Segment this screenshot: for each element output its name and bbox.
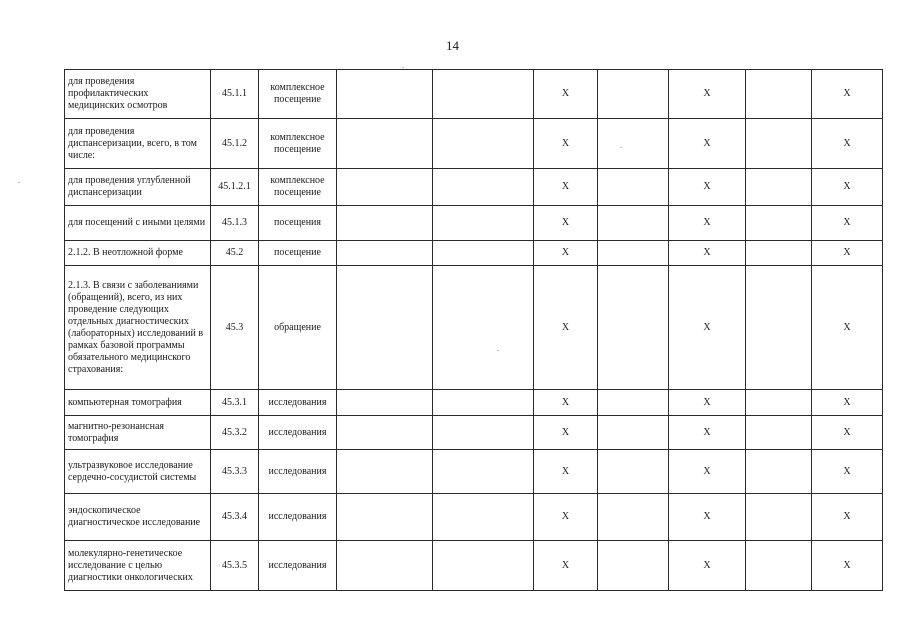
value-cell: X xyxy=(812,119,883,169)
value-cell xyxy=(433,206,534,241)
row-code-cell: 45.1.2.1 xyxy=(211,169,259,206)
row-name-cell: 2.1.2. В неотложной форме xyxy=(65,241,211,266)
value-cell xyxy=(433,169,534,206)
row-unit-cell: исследования xyxy=(259,390,337,416)
value-cell: X xyxy=(534,541,598,591)
value-cell xyxy=(337,541,433,591)
value-cell: X xyxy=(812,241,883,266)
row-unit-cell: посещение xyxy=(259,241,337,266)
value-cell: X xyxy=(812,494,883,541)
value-cell: X xyxy=(669,70,746,119)
scan-speck xyxy=(620,147,622,148)
row-code-cell: 45.3 xyxy=(211,266,259,390)
value-cell xyxy=(598,390,669,416)
value-cell: X xyxy=(534,241,598,266)
row-code-cell: 45.1.2 xyxy=(211,119,259,169)
row-name-cell: компьютерная томография xyxy=(65,390,211,416)
value-cell: X xyxy=(669,206,746,241)
value-cell xyxy=(337,416,433,450)
table-row xyxy=(65,450,883,494)
row-unit-cell: посещения xyxy=(259,206,337,241)
row-code-cell: 45.3.3 xyxy=(211,450,259,494)
table-row xyxy=(65,541,883,591)
value-cell: X xyxy=(534,494,598,541)
table-row xyxy=(65,206,883,241)
row-code-cell: 45.1.1 xyxy=(211,70,259,119)
value-cell: X xyxy=(534,390,598,416)
value-cell: X xyxy=(669,541,746,591)
row-unit-cell: комплексное посещение xyxy=(259,70,337,119)
row-name-cell: для проведения диспансеризации, всего, в том числе: xyxy=(65,119,211,169)
table-row xyxy=(65,494,883,541)
value-cell: X xyxy=(669,416,746,450)
value-cell xyxy=(337,119,433,169)
value-cell xyxy=(433,416,534,450)
table-row xyxy=(65,241,883,266)
table-row xyxy=(65,266,883,390)
value-cell xyxy=(337,390,433,416)
value-cell xyxy=(433,450,534,494)
value-cell xyxy=(746,119,812,169)
value-cell: X xyxy=(669,450,746,494)
value-cell xyxy=(598,416,669,450)
value-cell xyxy=(746,390,812,416)
value-cell: X xyxy=(534,206,598,241)
row-unit-cell: исследования xyxy=(259,450,337,494)
page-number: 14 xyxy=(446,38,459,53)
table-row xyxy=(65,119,883,169)
value-cell: X xyxy=(534,416,598,450)
value-cell xyxy=(598,494,669,541)
row-name-cell: молекулярно-генетическое исследование с целью диагностики онкологических xyxy=(65,541,211,591)
value-cell xyxy=(433,541,534,591)
value-cell: X xyxy=(669,266,746,390)
row-name-cell: эндоскопическое диагностическое исследование xyxy=(65,494,211,541)
value-cell: X xyxy=(812,450,883,494)
value-cell: X xyxy=(812,169,883,206)
value-cell xyxy=(746,416,812,450)
value-cell: X xyxy=(534,119,598,169)
value-cell xyxy=(598,119,669,169)
row-code-cell: 45.3.2 xyxy=(211,416,259,450)
value-cell xyxy=(746,169,812,206)
value-cell xyxy=(598,450,669,494)
value-cell: X xyxy=(669,390,746,416)
row-name-cell: 2.1.3. В связи с заболеваниями (обращений), всего, из них проведение следующих отдельных диагностических (лабораторных) исследований в рамках базовой программы обязательного медицинского страхования: xyxy=(65,266,211,390)
row-unit-cell: комплексное посещение xyxy=(259,169,337,206)
value-cell: X xyxy=(669,241,746,266)
value-cell xyxy=(598,541,669,591)
row-unit-cell: исследования xyxy=(259,541,337,591)
value-cell xyxy=(337,241,433,266)
value-cell xyxy=(433,70,534,119)
value-cell xyxy=(598,266,669,390)
row-code-cell: 45.3.1 xyxy=(211,390,259,416)
row-code-cell: 45.1.3 xyxy=(211,206,259,241)
value-cell: X xyxy=(812,70,883,119)
value-cell xyxy=(598,169,669,206)
value-cell xyxy=(337,206,433,241)
row-unit-cell: комплексное посещение xyxy=(259,119,337,169)
scan-speck xyxy=(497,350,499,351)
row-name-cell: для проведения углубленной диспансеризации xyxy=(65,169,211,206)
value-cell: X xyxy=(669,169,746,206)
table-row xyxy=(65,390,883,416)
value-cell xyxy=(746,241,812,266)
value-cell: X xyxy=(534,450,598,494)
value-cell xyxy=(337,70,433,119)
value-cell xyxy=(337,169,433,206)
data-table xyxy=(64,69,883,591)
value-cell xyxy=(746,266,812,390)
value-cell xyxy=(433,494,534,541)
row-code-cell: 45.3.5 xyxy=(211,541,259,591)
value-cell xyxy=(433,241,534,266)
value-cell: X xyxy=(812,416,883,450)
scan-speck xyxy=(18,182,20,183)
table-row xyxy=(65,70,883,119)
row-code-cell: 45.2 xyxy=(211,241,259,266)
table-body xyxy=(65,70,883,591)
row-name-cell: для посещений с иными целями xyxy=(65,206,211,241)
table-row xyxy=(65,169,883,206)
value-cell: X xyxy=(534,169,598,206)
value-cell xyxy=(746,541,812,591)
value-cell: X xyxy=(812,390,883,416)
value-cell: X xyxy=(669,494,746,541)
row-unit-cell: исследования xyxy=(259,416,337,450)
value-cell xyxy=(746,494,812,541)
row-name-cell: ультразвуковое исследование сердечно-сосудистой системы xyxy=(65,450,211,494)
value-cell: X xyxy=(812,206,883,241)
row-code-cell: 45.3.4 xyxy=(211,494,259,541)
value-cell: X xyxy=(669,119,746,169)
row-name-cell: для проведения профилактических медицинских осмотров xyxy=(65,70,211,119)
value-cell: X xyxy=(812,541,883,591)
value-cell xyxy=(433,390,534,416)
row-name-cell: магнитно-резонансная томография xyxy=(65,416,211,450)
row-unit-cell: исследования xyxy=(259,494,337,541)
value-cell xyxy=(746,450,812,494)
value-cell xyxy=(337,450,433,494)
value-cell xyxy=(746,70,812,119)
value-cell: X xyxy=(812,266,883,390)
value-cell xyxy=(433,119,534,169)
value-cell: X xyxy=(534,266,598,390)
value-cell xyxy=(337,266,433,390)
value-cell xyxy=(598,241,669,266)
scan-speck xyxy=(402,67,404,68)
value-cell: X xyxy=(534,70,598,119)
value-cell xyxy=(746,206,812,241)
value-cell xyxy=(337,494,433,541)
row-unit-cell: обращение xyxy=(259,266,337,390)
value-cell xyxy=(598,206,669,241)
value-cell xyxy=(433,266,534,390)
value-cell xyxy=(598,70,669,119)
table-row xyxy=(65,416,883,450)
